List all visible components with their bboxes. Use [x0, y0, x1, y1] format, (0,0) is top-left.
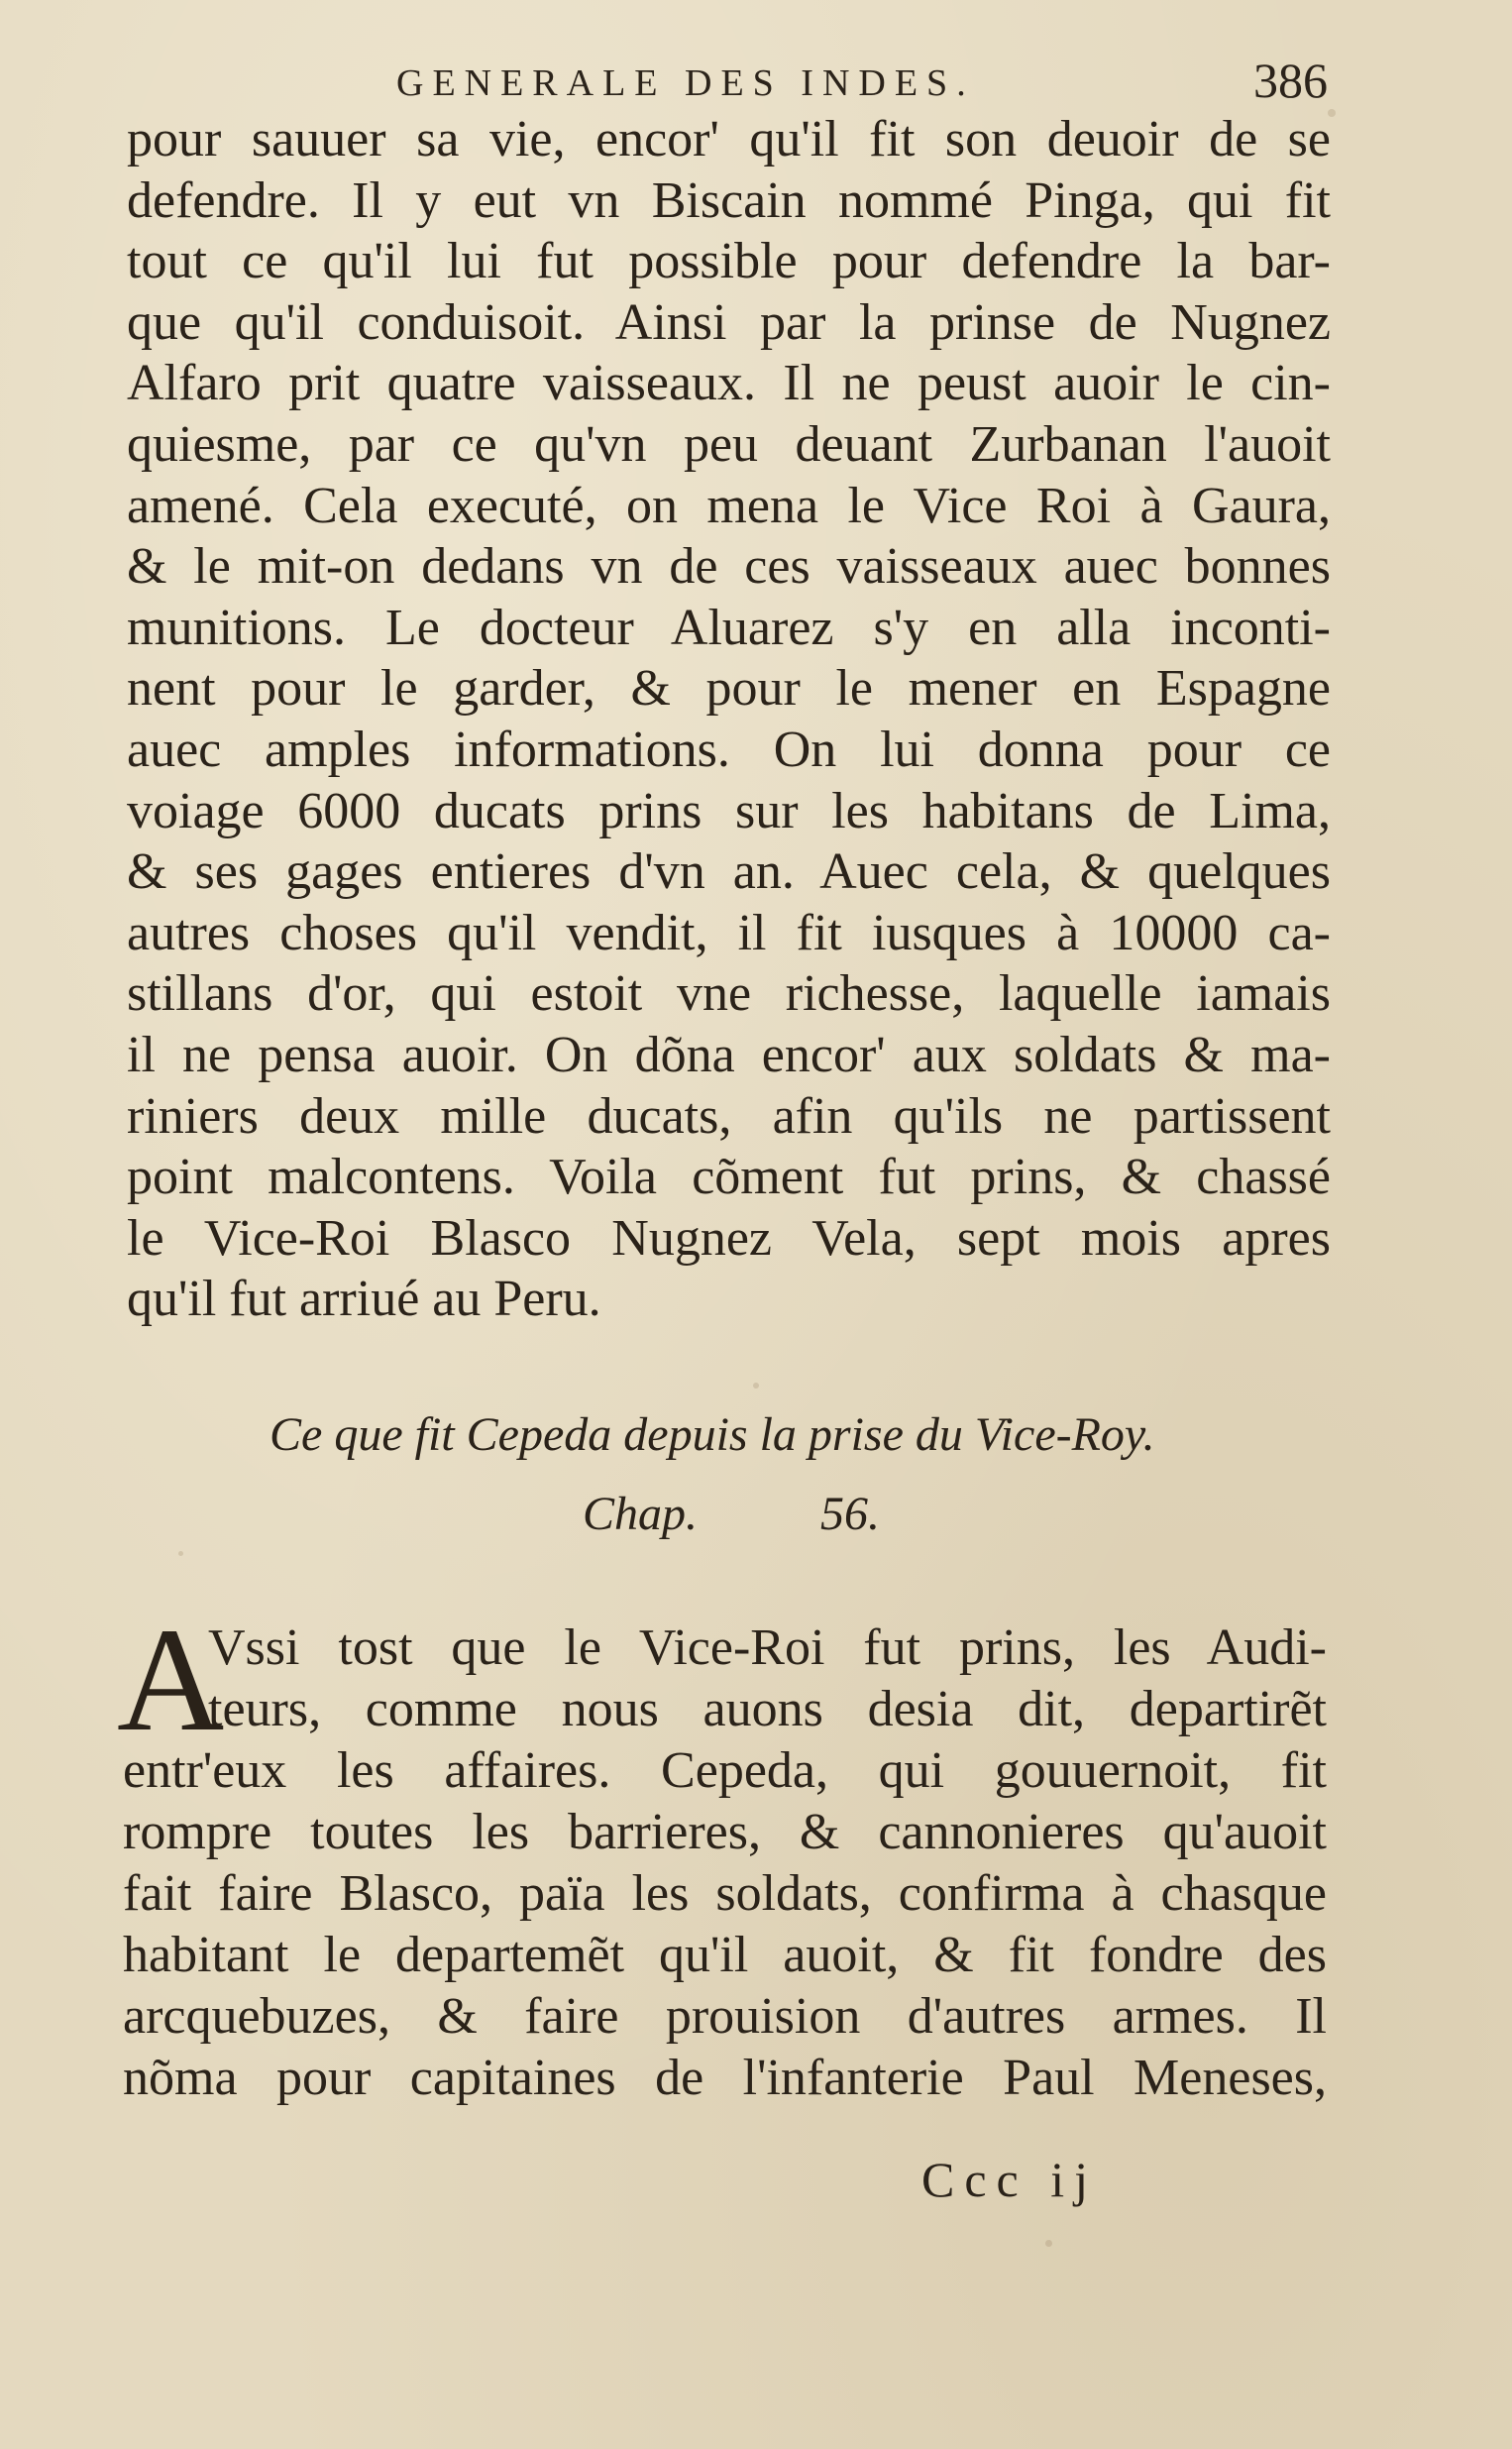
text-line: Alfaro prit quatre vaisseaux. Il ne peust auoir le cin-: [127, 355, 1331, 412]
paper-stain: [1045, 2240, 1052, 2247]
paper-stain: [753, 1383, 759, 1389]
text-line: Vssi tost que le Vice-Roi fut prins, les Audi-: [208, 1619, 1327, 1676]
chapter-number: 56.: [820, 1488, 880, 1540]
text-line: il ne pensa auoir. On dõna encor' aux soldats & ma-: [127, 1026, 1331, 1083]
text-line: nent pour le garder, & pour le mener en Espagne: [127, 660, 1331, 718]
text-line: point malcontens. Voila cõment fut prins, & chassé: [127, 1149, 1331, 1206]
page-number: 386: [1253, 53, 1328, 108]
drop-cap: A: [117, 1598, 225, 1762]
text-line: quiesme, par ce qu'vn peu deuant Zurbanan l'auoit: [127, 415, 1331, 473]
text-line: autres choses qu'il vendit, il fit iusques à 10000 ca-: [127, 904, 1331, 961]
chapter-title: Ce que fit Cepeda depuis la prise du Vice-Roy.: [270, 1408, 1155, 1461]
text-line: riniers deux mille ducats, afin qu'ils ne partissent: [127, 1087, 1331, 1145]
text-line: le Vice-Roi Blasco Nugnez Vela, sept mois apres: [127, 1209, 1331, 1267]
text-line: tout ce qu'il lui fut possible pour defendre la bar-: [127, 233, 1331, 290]
text-line: & ses gages entieres d'vn an. Auec cela, & quelques: [127, 843, 1331, 901]
text-line: fait faire Blasco, païa les soldats, confirma à chasque: [123, 1865, 1327, 1922]
text-line: stillans d'or, qui estoit vne richesse, laquelle iamais: [127, 965, 1331, 1023]
paragraph-2: [123, 1617, 1327, 2109]
text-line: qu'il fut arriué au Peru.: [127, 1271, 601, 1328]
running-title: GENERALE DES INDES.: [396, 62, 975, 104]
text-line: nõma pour capitaines de l'infanterie Paul Meneses,: [123, 2050, 1327, 2106]
text-line: rompre toutes les barrieres, & cannonieres qu'auoit: [123, 1804, 1327, 1860]
paragraph-1: [127, 109, 1331, 1330]
signature-mark: Ccc ij: [921, 2152, 1099, 2207]
text-line: munitions. Le docteur Aluarez s'y en alla inconti-: [127, 599, 1331, 656]
text-line: arcquebuzes, & faire prouision d'autres armes. Il: [123, 1988, 1327, 2045]
text-line: amené. Cela executé, on mena le Vice Roi à Gaura,: [127, 477, 1331, 534]
text-line: teurs, comme nous auons desia dit, departirẽt: [208, 1681, 1327, 1737]
text-line: que qu'il conduisoit. Ainsi par la prinse de Nugnez: [127, 293, 1331, 351]
text-line: voiage 6000 ducats prins sur les habitans de Lima,: [127, 782, 1331, 839]
text-line: pour sauuer sa vie, encor' qu'il fit son deuoir de se: [127, 111, 1331, 167]
text-line: auec amples informations. On lui donna pour ce: [127, 721, 1331, 778]
text-line: habitant le departemẽt qu'il auoit, & fit fondre des: [123, 1927, 1327, 1983]
text-line: defendre. Il y eut vn Biscain nommé Pinga, qui fit: [127, 171, 1331, 229]
chapter-label: Chap.: [583, 1488, 699, 1540]
paper-stain: [178, 1551, 183, 1556]
text-line: entr'eux les affaires. Cepeda, qui gouuernoit, fit: [123, 1742, 1327, 1799]
text-line: & le mit-on dedans vn de ces vaisseaux auec bonnes: [127, 538, 1331, 596]
page-header: [396, 52, 1328, 111]
